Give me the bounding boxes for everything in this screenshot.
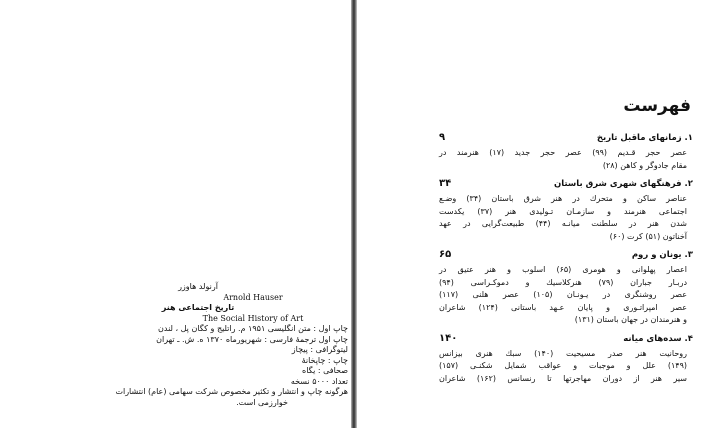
- chapter-3: [439, 249, 693, 327]
- chapter-title: ۱. زمانهای ماقبل تاریخ: [596, 133, 693, 143]
- binding: صحافی : یگاه: [302, 366, 348, 375]
- lithography: لیتوگرافی : پیچاز: [291, 345, 348, 354]
- edition-english: چاپ اول : متن انگلیسی ۱۹۵۱ م. راتلیج و کگان پل ، لندن: [158, 324, 348, 333]
- chapter-summary: [439, 147, 693, 172]
- chapter-4: [439, 333, 693, 386]
- summary-line: و هنرمندان در جهان باستان (۱۳۱): [574, 315, 687, 324]
- summary-line: مقام جادوگر و کاهن (۲۸): [602, 160, 687, 170]
- chapter-page-number: ۹: [439, 132, 446, 143]
- summary-line: روحانیت هنر صدر مسیحیت (۱۴۰) سبك هنری بیزانس: [439, 348, 687, 358]
- chapter-title: ۳. یونان و روم: [631, 250, 693, 260]
- summary-line: شدن هنر در سلطنت میانـه (۴۴) طبیعت‌گرایی در عهد: [439, 219, 687, 228]
- summary-line: عصر حجر قـدیم (۹۹) عصر حجر جدید (۱۷) هنرمند در: [439, 148, 687, 157]
- table-of-contents: [439, 132, 693, 391]
- contents-title: فهرست: [623, 96, 691, 116]
- colophon: [115, 282, 348, 408]
- chapter-2: [439, 178, 693, 243]
- chapter-summary: [439, 348, 693, 386]
- chapter-1: [439, 132, 693, 172]
- chapter-summary: [439, 264, 693, 327]
- summary-line: سیر هنر از دوران مهاجرتها تا رنسانس (۱۶۲) شاعران: [439, 373, 687, 383]
- author-persian: آرنولد هاوزر: [178, 282, 218, 291]
- edition-persian: چاپ اول ترجمهٔ فارسی : شهریورماه ۱۳۷۰ ه. ش. ـ تهران: [156, 334, 348, 344]
- chapter-heading: [439, 132, 693, 143]
- printing: چاپ : چاپخانهٔ: [301, 355, 348, 365]
- chapter-heading: [439, 333, 693, 344]
- book-title-persian: تاریخ اجتماعی هنر: [161, 303, 235, 312]
- chapter-page-number: ۶۵: [439, 249, 452, 260]
- summary-line: (۱۴۹) علل و موجبات و عواقب شمایل شکنـی (۱۵۷): [439, 361, 687, 370]
- chapter-heading: [439, 249, 693, 260]
- right-page: [357, 0, 711, 428]
- summary-line: اجتماعی هنرمند و سازمـان تـولیدی هنر (۳۷) یکدست: [439, 206, 688, 216]
- summary-line: آخناتون (۵۱) کرت (۶۰): [609, 231, 687, 241]
- chapter-title: ۴. سده‌های میانه: [623, 333, 693, 344]
- book-title-latin: The Social History of Art: [202, 313, 304, 323]
- rights-line-1: هرگونه چاپ و انتشار و تکثیر مخصوص شرکت سهامی (عام) انتشارات: [115, 387, 348, 396]
- rights-line-2: خوارزمی است.: [236, 397, 288, 407]
- author-latin: Arnold Hauser: [223, 292, 283, 302]
- summary-line: اعصار پهلوانی و هومری (۶۵) اسلوب و هنر عتیق در: [439, 265, 687, 274]
- print-run: تعداد ۵۰۰۰ نسخه: [290, 376, 348, 386]
- chapter-heading: [439, 178, 693, 189]
- chapter-page-number: ۳۴: [439, 178, 452, 189]
- summary-line: عناصر ساکن و متحرك در هنر شرق باستان (۳۴) وضـع: [439, 194, 688, 203]
- summary-line: عصر روشنگری در یـونـان (۱۰۵) عصر هلنی (۱۱۷): [439, 290, 687, 299]
- chapter-summary: [439, 193, 693, 243]
- chapter-title: ۲. فرهنگهای شهری شرق باستان: [554, 179, 693, 189]
- summary-line: عصر امپراتـوری و پایان عـهد باستانی (۱۲۴) شاعران: [439, 302, 687, 312]
- chapter-page-number: ۱۴۰: [439, 332, 458, 344]
- summary-line: دربـار جباران (۷۹) هنرکلاسیك و دموکـراسی (۹۴): [439, 277, 688, 287]
- left-page: [0, 0, 352, 428]
